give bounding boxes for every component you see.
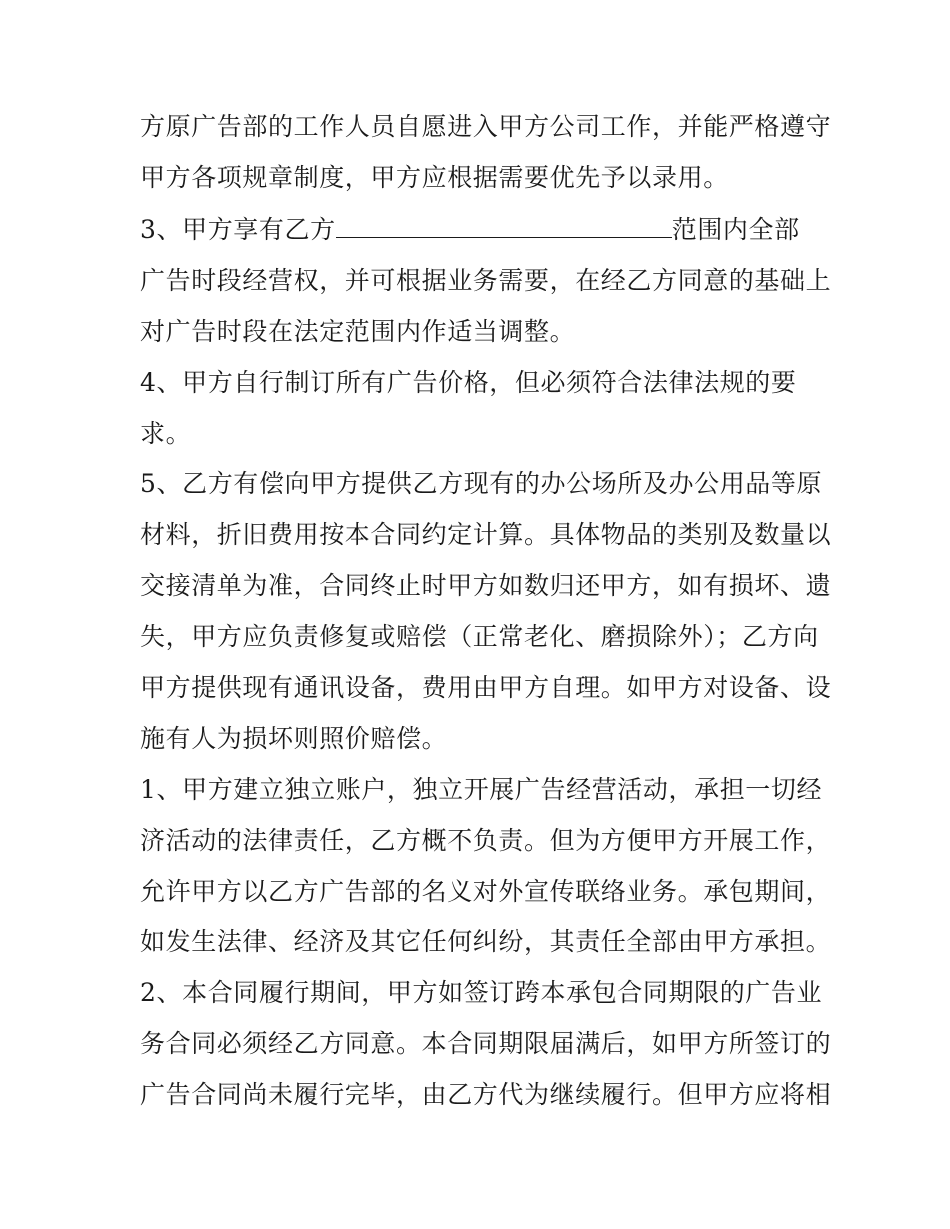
text-line	[140, 210, 820, 250]
text-line: 允许甲方以乙方广告部的名义对外宣传联络业务。承包期间，	[140, 877, 832, 906]
text-line: 对广告时段在法定范围内作适当调整。	[140, 317, 576, 346]
text-line: 甲方各项规章制度，甲方应根据需要优先予以录用。	[140, 163, 729, 192]
text-line: 施有人为损坏则照价赔偿。	[140, 724, 448, 753]
text-line: 务合同必须经乙方同意。本合同期限届满后，如甲方所签订的	[140, 1029, 832, 1058]
text-line: 1、甲方建立独立账户，独立开展广告经营活动，承担一切经	[140, 775, 823, 804]
text-line: 2、本合同履行期间，甲方如签订跨本承包合同期限的广告业	[140, 978, 823, 1007]
clause-3-text: 3、甲方享有乙方	[140, 215, 336, 244]
clause-3-text-cont: 范围内全部	[671, 215, 800, 244]
text-line: 广告时段经营权，并可根据业务需要，在经乙方同意的基础上	[140, 266, 832, 295]
text-line: 材料，折旧费用按本合同约定计算。具体物品的类别及数量以	[140, 520, 832, 549]
fill-in-blank	[336, 211, 672, 238]
text-line: 5、乙方有偿向甲方提供乙方现有的办公场所及办公用品等原	[140, 469, 823, 498]
text-line: 甲方提供现有通讯设备，费用由甲方自理。如甲方对设备、设	[140, 673, 832, 702]
text-line: 方原广告部的工作人员自愿进入甲方公司工作，并能严格遵守	[140, 112, 832, 141]
text-line: 济活动的法律责任，乙方概不负责。但为方便甲方开展工作，	[140, 826, 832, 855]
text-line: 求。	[140, 419, 192, 448]
text-line: 广告合同尚未履行完毕，由乙方代为继续履行。但甲方应将相	[140, 1080, 832, 1109]
text-line: 交接清单为准，合同终止时甲方如数归还甲方，如有损坏、遗	[140, 571, 832, 600]
text-line: 如发生法律、经济及其它任何纠纷，其责任全部由甲方承担。	[140, 927, 832, 956]
text-line: 失，甲方应负责修复或赔偿（正常老化、磨损除外）；乙方向	[140, 622, 819, 651]
text-line: 4、甲方自行制订所有广告价格，但必须符合法律法规的要	[140, 368, 797, 397]
